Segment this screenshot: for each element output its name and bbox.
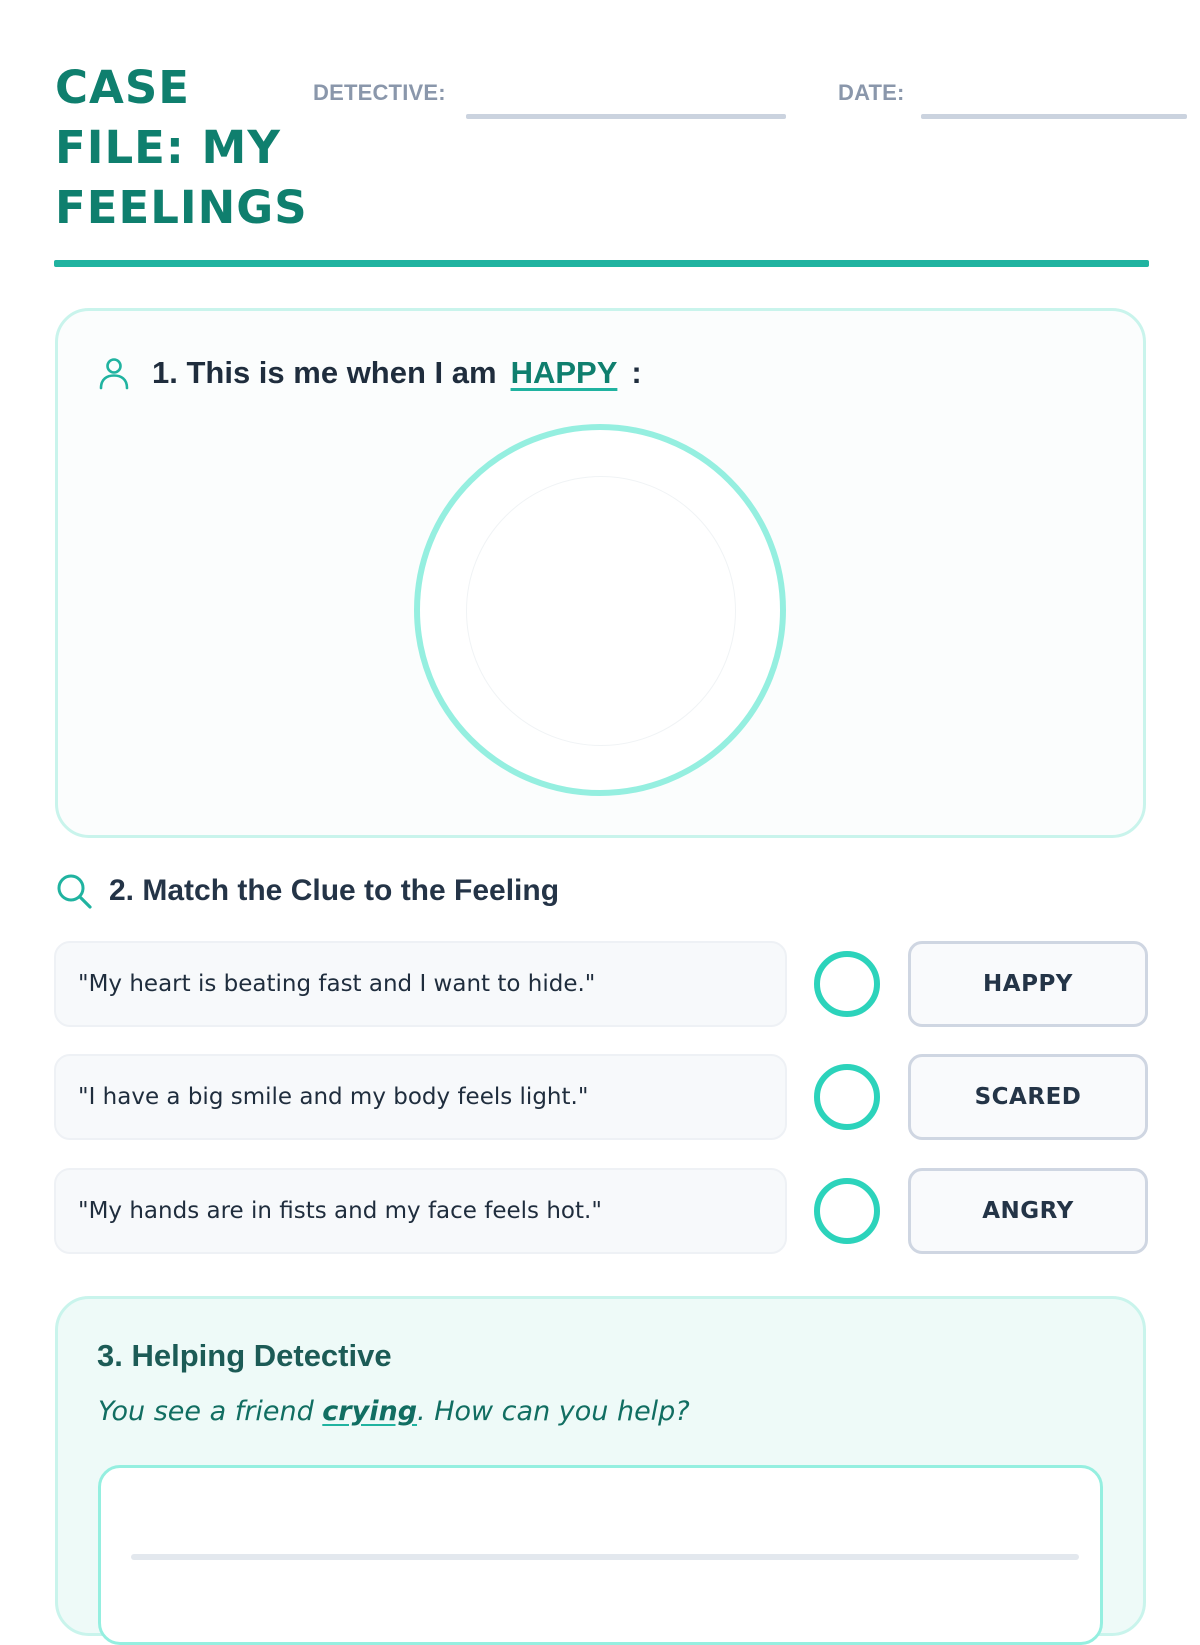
section-3-heading: 3. Helping Detective <box>97 1338 392 1373</box>
detective-label: DETECTIVE: <box>313 80 446 105</box>
answer-box[interactable] <box>98 1465 1103 1645</box>
date-line[interactable] <box>921 114 1187 119</box>
date-label: DATE: <box>838 80 905 105</box>
section-1-prefix: 1. This is me when I am <box>152 355 497 390</box>
person-icon <box>96 355 132 391</box>
header-divider <box>54 260 1149 267</box>
match-dot[interactable] <box>814 1064 880 1130</box>
clue-row <box>54 941 1149 1027</box>
section-1-feeling: HAPPY <box>510 355 618 390</box>
page-title: CASE FILE: MY FEELINGS <box>55 61 308 234</box>
feeling-option-angry[interactable]: ANGRY <box>908 1168 1148 1254</box>
match-dot[interactable] <box>814 1178 880 1244</box>
drawing-circle[interactable] <box>414 424 786 796</box>
drawing-circle-inner <box>466 476 736 746</box>
question-text-after: . How can you help? <box>417 1396 690 1427</box>
feeling-option-scared[interactable]: SCARED <box>908 1054 1148 1140</box>
match-dot[interactable] <box>814 951 880 1017</box>
clue-row <box>54 1054 1149 1140</box>
detective-name-line[interactable] <box>466 114 786 119</box>
section-1-suffix: : <box>631 355 642 390</box>
section-1-heading <box>96 350 642 396</box>
clue-text: "My hands are in fists and my face feels hot." <box>54 1168 787 1254</box>
clue-text: "I have a big smile and my body feels light." <box>54 1054 787 1140</box>
clue-text: "My heart is beating fast and I want to hide." <box>54 941 787 1027</box>
feeling-option-happy[interactable]: HAPPY <box>908 941 1148 1027</box>
clue-row <box>54 1168 1149 1254</box>
section-3-question <box>98 1396 690 1427</box>
question-text-before: You see a friend <box>98 1396 323 1427</box>
answer-line <box>131 1554 1079 1560</box>
magnifier-icon <box>55 872 93 910</box>
section-2-heading <box>55 868 559 914</box>
section-2-title: 2. Match the Clue to the Feeling <box>109 874 560 907</box>
question-keyword: crying <box>322 1396 418 1427</box>
